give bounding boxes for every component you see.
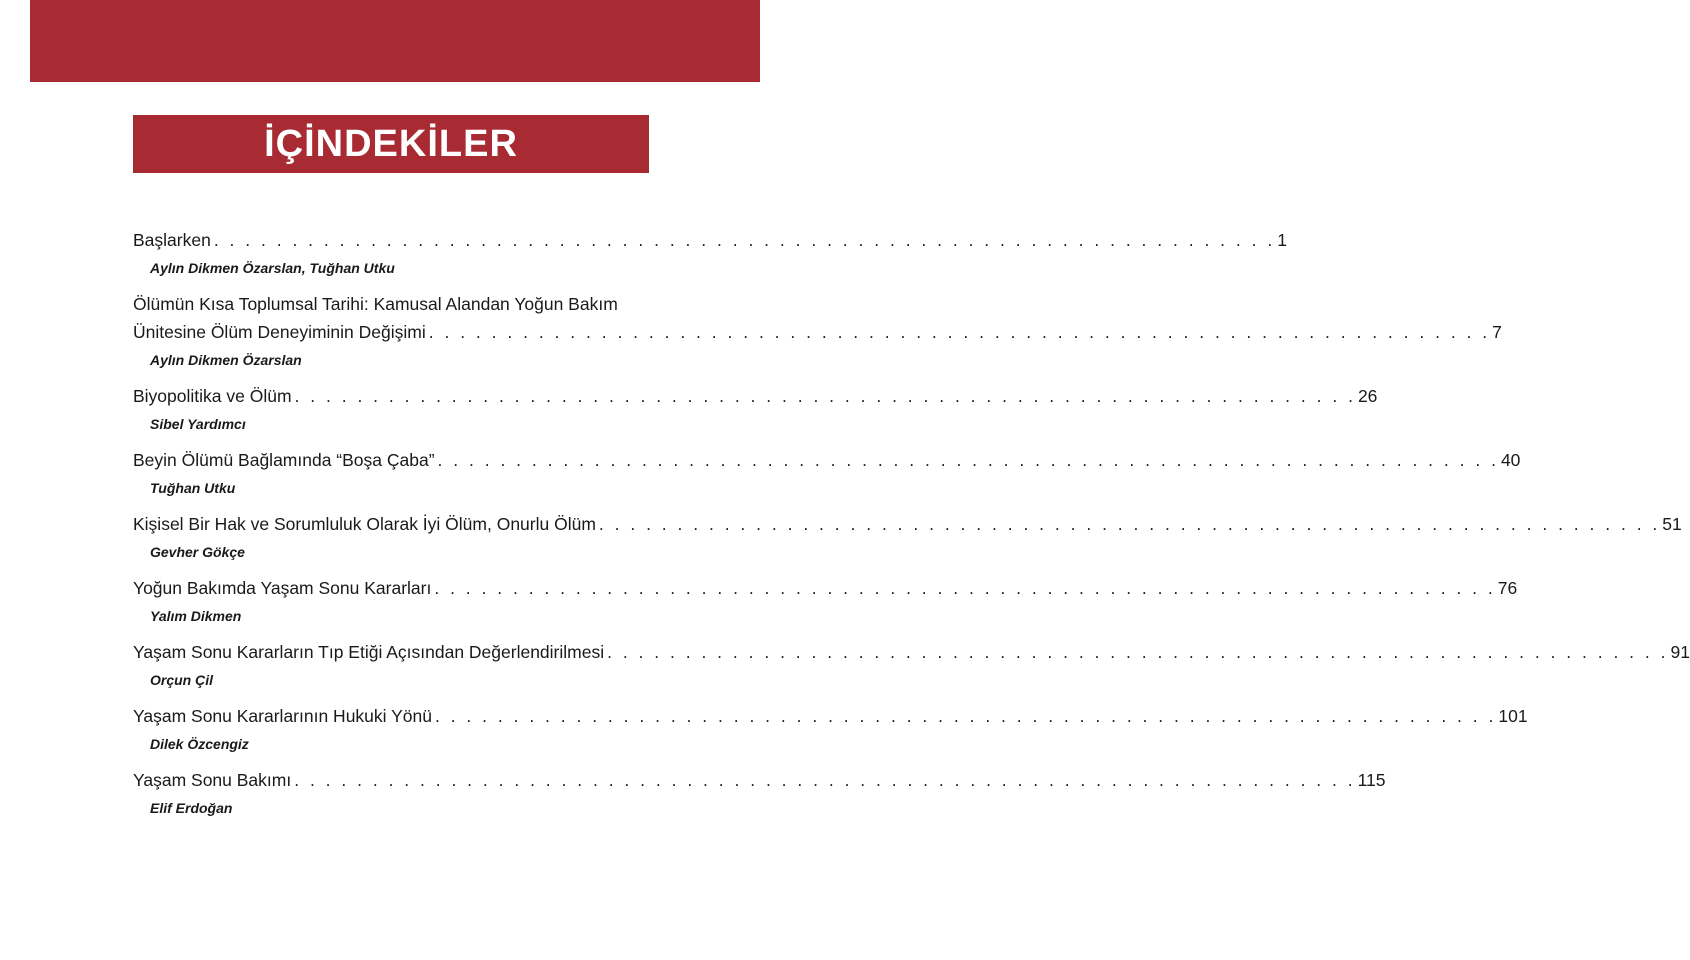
toc-entry[interactable] <box>133 382 1378 446</box>
toc-entry[interactable] <box>133 638 1690 702</box>
toc-entry[interactable] <box>133 702 1528 766</box>
toc-entry[interactable] <box>133 226 1287 290</box>
toc-entry-title: Yoğun Bakımda Yaşam Sonu Kararları <box>133 578 432 598</box>
toc-page-number: 40 <box>1500 450 1521 470</box>
toc-entry-author: Elif Erdoğan <box>150 800 233 816</box>
dot-leader: . . . . . . . . . . . . . . . . . . . . . . . . . . . . . . . . . . . . . . . . . . . . . . . . . . . . . . . . . . . . . . . . . . . . <box>428 322 1491 342</box>
toc-entry-line <box>133 766 1386 794</box>
toc-entry-line <box>133 638 1690 666</box>
toc-entry[interactable] <box>133 510 1682 574</box>
toc-entry-author: Aylın Dikmen Özarslan <box>150 352 302 368</box>
dot-leader: . . . . . . . . . . . . . . . . . . . . . . . . . . . . . . . . . . . . . . . . . . . . . . . . . . . . . . . . . . . . . . . . . . . . <box>434 706 1497 726</box>
toc-entry-line <box>133 226 1287 254</box>
toc-entry[interactable] <box>133 446 1521 510</box>
toc-page-number: 115 <box>1357 770 1386 790</box>
toc-entry-line <box>133 510 1682 538</box>
toc-entry-author: Dilek Özcengiz <box>150 736 249 752</box>
top-color-band <box>30 0 760 82</box>
dot-leader: . . . . . . . . . . . . . . . . . . . . . . . . . . . . . . . . . . . . . . . . . . . . . . . . . . . . . . . . . . . . . . . . . . . . <box>213 230 1276 250</box>
dot-leader: . . . . . . . . . . . . . . . . . . . . . . . . . . . . . . . . . . . . . . . . . . . . . . . . . . . . . . . . . . . . . . . . . . . . <box>294 386 1356 406</box>
dot-leader: . . . . . . . . . . . . . . . . . . . . . . . . . . . . . . . . . . . . . . . . . . . . . . . . . . . . . . . . . . . . . . . . . . . . <box>437 450 1499 470</box>
table-of-contents <box>133 226 1690 830</box>
dot-leader: . . . . . . . . . . . . . . . . . . . . . . . . . . . . . . . . . . . . . . . . . . . . . . . . . . . . . . . . . . . . . . . . . . . . <box>294 770 1356 790</box>
toc-page-number: 101 <box>1498 706 1528 726</box>
toc-entry-title: Başlarken <box>133 230 211 250</box>
toc-entry-title: Yaşam Sonu Kararların Tıp Etiği Açısından Değerlendirilmesi <box>133 642 605 662</box>
toc-entry[interactable] <box>133 574 1518 638</box>
toc-entry-title: Yaşam Sonu Bakımı <box>133 770 292 790</box>
dot-leader: . . . . . . . . . . . . . . . . . . . . . . . . . . . . . . . . . . . . . . . . . . . . . . . . . . . . . . . . . . . . . . . . . . . . <box>607 642 1669 662</box>
dot-leader: . . . . . . . . . . . . . . . . . . . . . . . . . . . . . . . . . . . . . . . . . . . . . . . . . . . . . . . . . . . . . . . . . . . . <box>598 514 1661 534</box>
toc-entry-line <box>133 702 1528 730</box>
toc-entry-line <box>133 318 1502 346</box>
toc-entry-line <box>133 446 1521 474</box>
title-banner <box>133 115 649 173</box>
toc-entry-title: Kişisel Bir Hak ve Sorumluluk Olarak İyi Ölüm, Onurlu Ölüm <box>133 514 596 534</box>
toc-page-number: 1 <box>1277 230 1287 250</box>
toc-entry-author: Gevher Gökçe <box>150 544 245 560</box>
toc-entry-title: Ünitesine Ölüm Deneyiminin Değişimi <box>133 322 426 342</box>
toc-page-number: 76 <box>1497 578 1518 598</box>
toc-entry-author: Sibel Yardımcı <box>150 416 246 432</box>
toc-entry-line <box>133 290 661 318</box>
toc-entry-title: Beyin Ölümü Bağlamında “Boşa Çaba” <box>133 450 435 470</box>
toc-entry-line <box>133 382 1378 410</box>
toc-entry-title: Yaşam Sonu Kararlarının Hukuki Yönü <box>133 706 432 726</box>
toc-entry-title: Ölümün Kısa Toplumsal Tarihi: Kamusal Alandan Yoğun Bakım <box>133 294 618 314</box>
toc-entry[interactable] <box>133 766 1386 830</box>
toc-page-number: 91 <box>1670 642 1690 662</box>
dot-leader: . . . . . . . . . . . . . . . . . . . . . . . . . . . . . . . . . . . . . . . . . . . . . . . . . . . . . . . . . . . . . . . . . . . . <box>434 578 1496 598</box>
toc-entry-line <box>133 574 1518 602</box>
toc-entry-author: Aylın Dikmen Özarslan, Tuğhan Utku <box>150 260 395 276</box>
toc-entry-author: Yalım Dikmen <box>150 608 242 624</box>
page-title: İÇİNDEKİLER <box>264 122 518 165</box>
toc-page-number: 51 <box>1662 514 1682 534</box>
toc-page-number: 26 <box>1357 386 1378 406</box>
toc-page-number: 7 <box>1492 322 1502 342</box>
toc-entry-author: Tuğhan Utku <box>150 480 236 496</box>
toc-entry-author: Orçun Çil <box>150 672 214 688</box>
toc-entry[interactable] <box>133 290 1502 382</box>
toc-entry-title: Biyopolitika ve Ölüm <box>133 386 292 406</box>
